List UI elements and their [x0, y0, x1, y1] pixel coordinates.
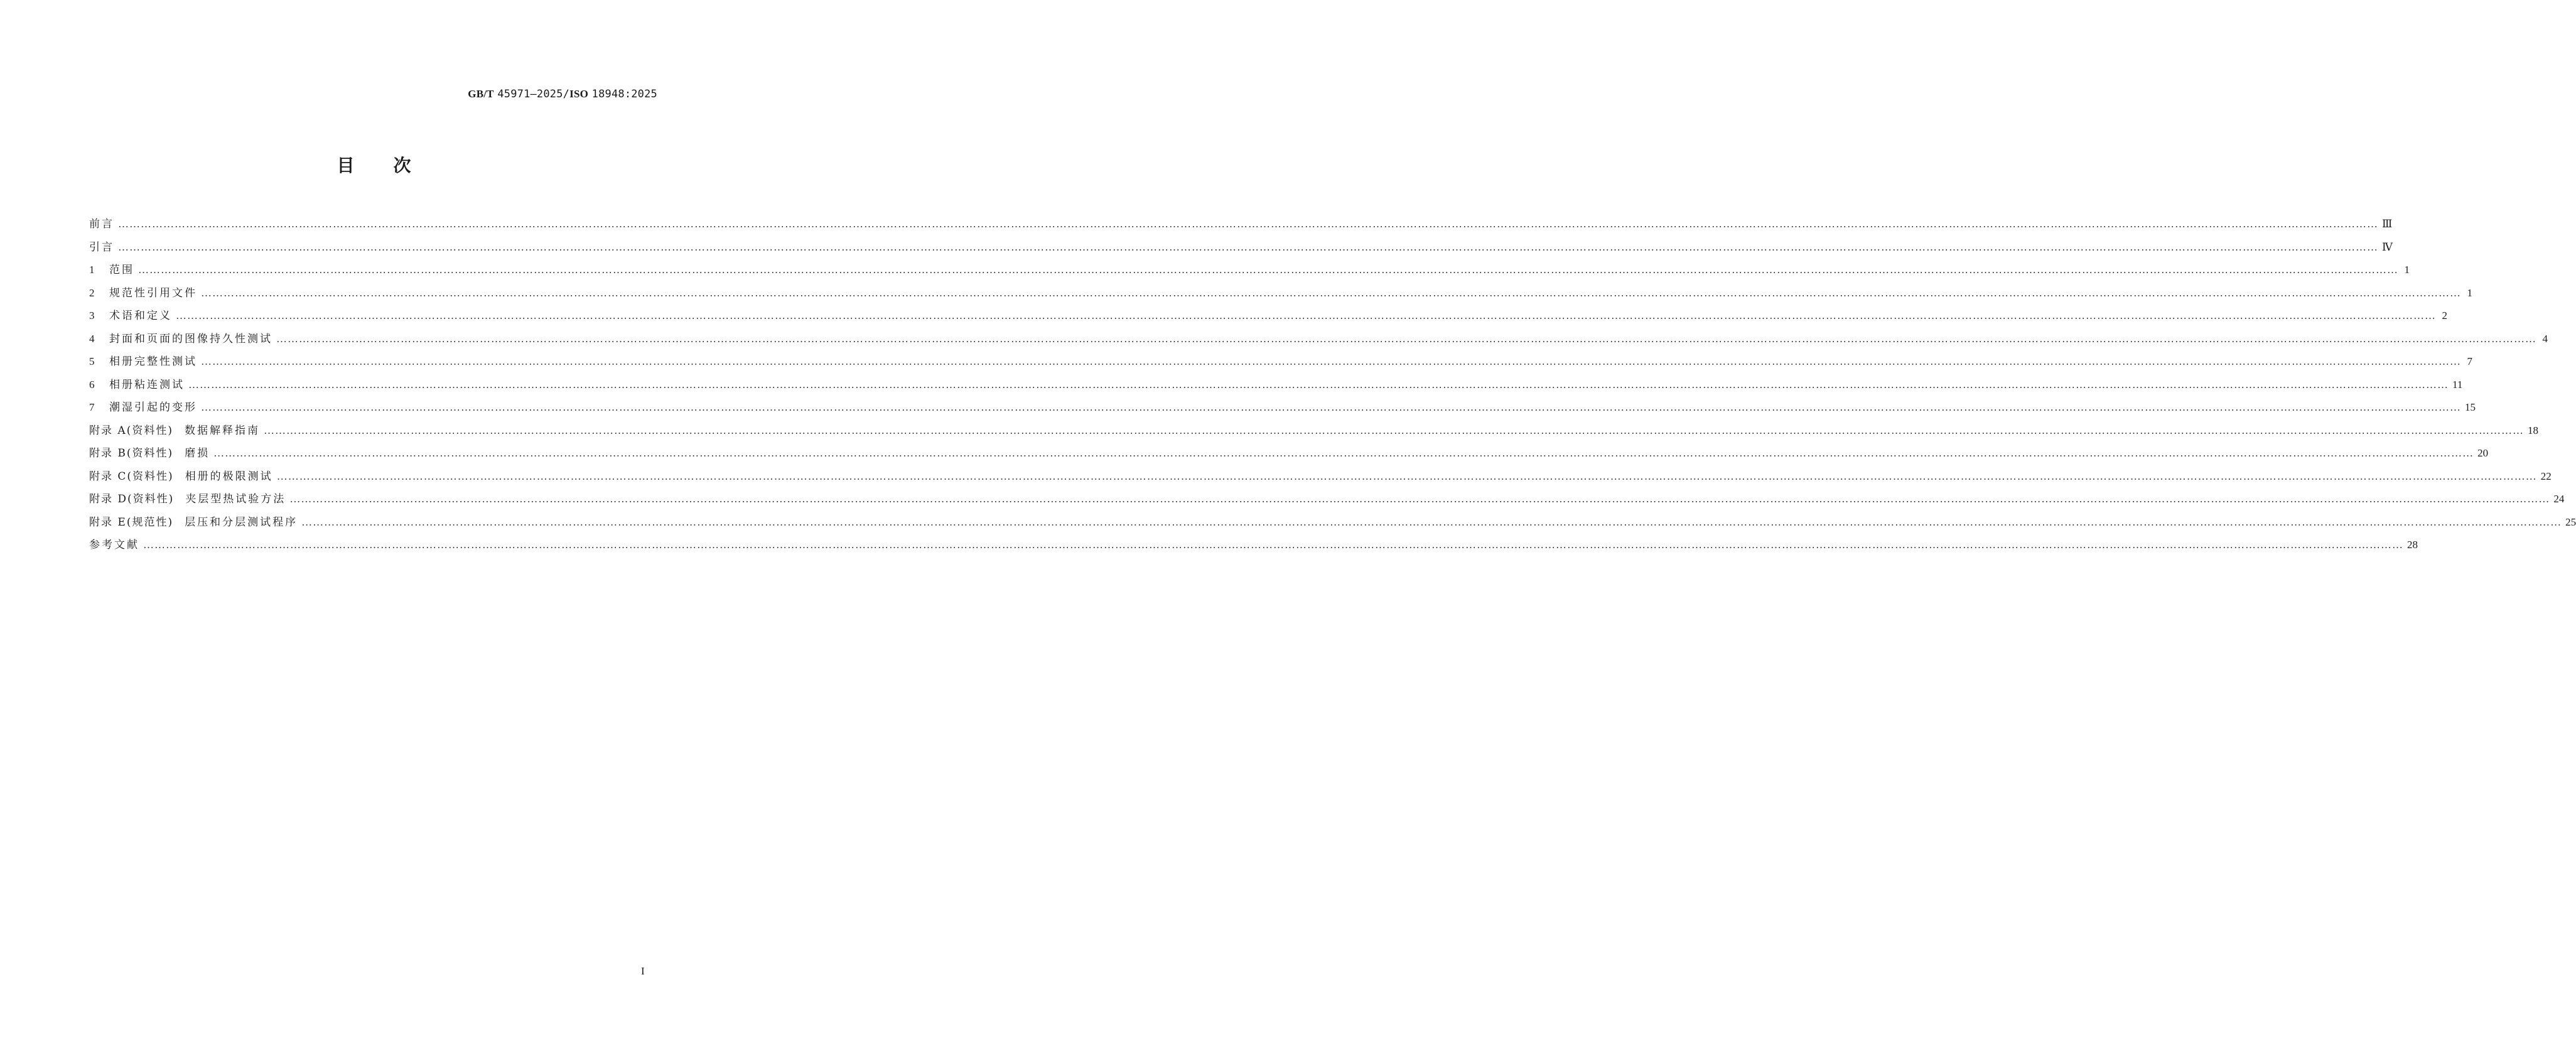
toc-entry-page: Ⅲ — [2382, 218, 2393, 230]
toc-dot-leader: …………………………………………………………………………………………………………………………………………………………………………………………………………………………………………………………………………………………………………………………………………………………………………………………………………………………………………………………………………………………………………………………………………………… — [138, 264, 2398, 276]
toc-dot-leader: …………………………………………………………………………………………………………………………………………………………………………………………………………………………………………………………………………………………………………………………………………………………………………………………………………………………………………………………………………………………………………………………………………………… — [276, 332, 2536, 345]
toc-entry-number: 1 — [89, 264, 95, 276]
toc-entry-label: 术语和定义 — [109, 310, 172, 322]
toc-entry-number: 7 — [89, 401, 95, 413]
title-char-1: 目 — [337, 155, 355, 176]
toc-dot-leader: …………………………………………………………………………………………………………………………………………………………………………………………………………………………………………………………………………………………………………………………………………………………………………………………………………………………………………………………………………………………………………………………………………………… — [118, 240, 2378, 253]
toc-entry[interactable] — [89, 465, 2552, 489]
toc-entry-annex-type: (资料性) — [127, 470, 174, 483]
toc-dot-leader: …………………………………………………………………………………………………………………………………………………………………………………………………………………………………………………………………………………………………………………………………………………………………………………………………………………………………………………………………………………………………………………………………………………… — [213, 447, 2474, 459]
toc-entry-page: 2 — [2442, 310, 2447, 321]
document-code — [468, 88, 657, 100]
toc-dot-leader: …………………………………………………………………………………………………………………………………………………………………………………………………………………………………………………………………………………………………………………………………………………………………………………………………………………………………………………………………………………………………………………………………………………… — [263, 424, 2524, 436]
toc-entry-annex-prefix: 附录 E — [89, 516, 127, 529]
toc-entry-annex-prefix: 附录 D — [89, 493, 128, 505]
toc-entry-label: 前言 — [89, 218, 114, 230]
toc-entry-annex-type: (资料性) — [126, 424, 173, 437]
toc-entry-label: 数据解释指南 — [184, 424, 260, 437]
toc-entry-page: 24 — [2553, 493, 2565, 505]
code-gb: GB/T — [468, 88, 494, 100]
toc-entry-label: 夹层型热试验方法 — [185, 493, 286, 505]
toc-entry-annex-prefix: 附录 A — [89, 424, 127, 437]
toc-entry-page: 22 — [2540, 470, 2552, 482]
toc-entry-page: 20 — [2477, 447, 2489, 459]
code-number: 45971—2025/ — [497, 88, 570, 100]
toc-entry-number: 5 — [89, 355, 95, 367]
toc-entry[interactable] — [89, 350, 2472, 374]
toc-entry-number: 2 — [89, 286, 95, 299]
toc-entry-page: 1 — [2467, 286, 2472, 299]
toc-entry-label: 潮湿引起的变形 — [109, 401, 197, 414]
toc-entry-page: 28 — [2407, 539, 2418, 551]
toc-dot-leader: …………………………………………………………………………………………………………………………………………………………………………………………………………………………………………………………………………………………………………………………………………………………………………………………………………………………………………………………………………………………………………………………………………………… — [201, 355, 2461, 367]
toc-entry-page: 4 — [2542, 332, 2548, 345]
toc-entry-label: 封面和页面的图像持久性测试 — [109, 332, 272, 345]
toc-dot-leader: …………………………………………………………………………………………………………………………………………………………………………………………………………………………………………………………………………………………………………………………………………………………………………………………………………………………………………………………………………………………………………………………………………………… — [143, 539, 2403, 551]
toc-dot-leader: …………………………………………………………………………………………………………………………………………………………………………………………………………………………………………………………………………………………………………………………………………………………………………………………………………………………………………………………………………………………………………………………………………………… — [289, 493, 2550, 505]
table-of-contents — [89, 213, 2576, 557]
toc-entry-page: Ⅳ — [2382, 240, 2393, 253]
toc-dot-leader: …………………………………………………………………………………………………………………………………………………………………………………………………………………………………………………………………………………………………………………………………………………………………………………………………………………………………………………………………………………………………………………………………………………… — [188, 378, 2449, 391]
toc-entry-label: 引言 — [89, 240, 114, 254]
toc-entry-label: 相册粘连测试 — [109, 378, 185, 391]
toc-entry[interactable] — [89, 305, 2447, 328]
toc-entry[interactable] — [89, 259, 2410, 282]
toc-dot-leader: …………………………………………………………………………………………………………………………………………………………………………………………………………………………………………………………………………………………………………………………………………………………………………………………………………………………………………………………………………………………………………………………………………………… — [276, 470, 2537, 482]
toc-entry-annex-prefix: 附录 B — [89, 447, 127, 460]
toc-entry-page: 25 — [2565, 516, 2576, 528]
title-char-2: 次 — [393, 155, 411, 176]
toc-entry[interactable] — [89, 396, 2476, 419]
toc-entry-label: 范围 — [109, 264, 134, 276]
code-iso: ISO — [569, 88, 589, 100]
toc-entry[interactable] — [89, 213, 2393, 236]
toc-dot-leader: …………………………………………………………………………………………………………………………………………………………………………………………………………………………………………………………………………………………………………………………………………………………………………………………………………………………………………………………………………………………………………………………………………………… — [301, 516, 2562, 528]
toc-entry-page: 1 — [2404, 264, 2410, 276]
toc-entry-annex-type: (规范性) — [126, 516, 174, 529]
toc-entry-annex-type: (资料性) — [126, 447, 174, 460]
toc-entry-label: 层压和分层测试程序 — [185, 516, 298, 529]
toc-entry[interactable] — [89, 236, 2393, 259]
toc-entry-annex-type: (资料性) — [127, 493, 175, 505]
toc-entry-label: 参考文献 — [89, 539, 139, 551]
page-number: I — [641, 965, 645, 977]
toc-entry-label: 规范性引用文件 — [109, 286, 197, 300]
toc-entry-number: 3 — [89, 310, 95, 321]
toc-entry-label: 相册完整性测试 — [109, 355, 197, 368]
toc-entry-number: 4 — [89, 332, 95, 345]
toc-entry[interactable] — [89, 442, 2489, 465]
toc-dot-leader: …………………………………………………………………………………………………………………………………………………………………………………………………………………………………………………………………………………………………………………………………………………………………………………………………………………………………………………………………………………………………………………………………………………… — [118, 218, 2378, 230]
toc-entry[interactable] — [89, 534, 2418, 557]
toc-entry-page: 18 — [2527, 424, 2538, 436]
toc-dot-leader: …………………………………………………………………………………………………………………………………………………………………………………………………………………………………………………………………………………………………………………………………………………………………………………………………………………………………………………………………………………………………………………………………………………… — [201, 286, 2461, 299]
toc-entry-page: 11 — [2452, 378, 2463, 391]
toc-entry[interactable] — [89, 328, 2548, 351]
toc-entry-label: 磨损 — [185, 447, 210, 460]
toc-entry[interactable] — [89, 511, 2576, 534]
toc-entry-page: 15 — [2465, 401, 2476, 413]
page-title — [0, 152, 748, 177]
code-iso-number: 18948:2025 — [591, 88, 657, 100]
toc-entry[interactable] — [89, 374, 2463, 397]
toc-entry[interactable] — [89, 488, 2565, 511]
toc-entry-label: 相册的极限测试 — [185, 470, 273, 483]
toc-entry-page: 7 — [2467, 355, 2472, 367]
toc-entry-annex-prefix: 附录 C — [89, 470, 127, 483]
toc-entry-number: 6 — [89, 378, 95, 391]
toc-entry[interactable] — [89, 419, 2538, 443]
toc-dot-leader: …………………………………………………………………………………………………………………………………………………………………………………………………………………………………………………………………………………………………………………………………………………………………………………………………………………………………………………………………………………………………………………………………………………… — [176, 310, 2436, 321]
toc-dot-leader: …………………………………………………………………………………………………………………………………………………………………………………………………………………………………………………………………………………………………………………………………………………………………………………………………………………………………………………………………………………………………………………………………………………… — [201, 401, 2461, 413]
toc-entry[interactable] — [89, 282, 2472, 305]
